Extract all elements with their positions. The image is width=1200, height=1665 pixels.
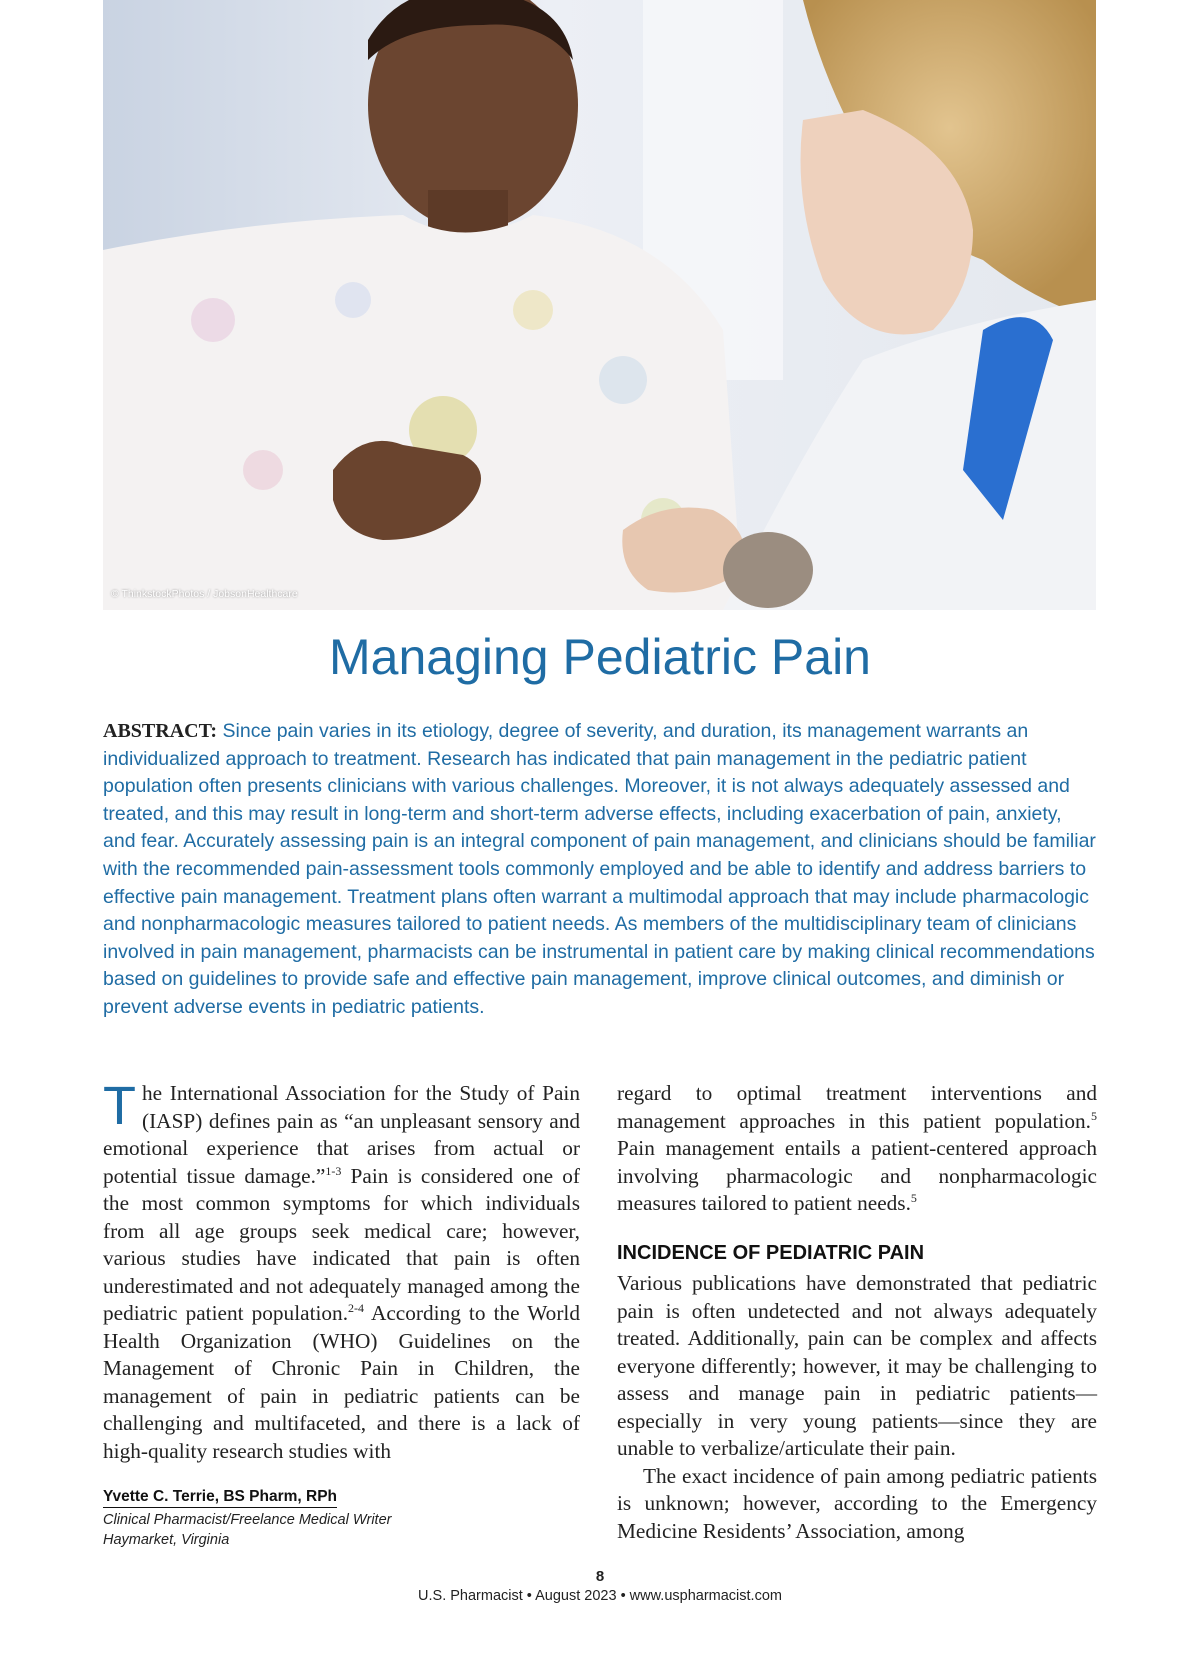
page-number: 8 xyxy=(595,1568,605,1585)
author-role: Clinical Pharmacist/Freelance Medical Writer xyxy=(103,1512,392,1528)
body-paragraph xyxy=(103,1076,580,1465)
hero-photo xyxy=(103,0,1096,610)
author-block xyxy=(103,1488,391,1548)
photo-credit: © ThinkstockPhotos / JobsonHealthcare xyxy=(111,588,298,600)
reference-superscript: 5 xyxy=(1091,1108,1097,1123)
page-footer xyxy=(0,1568,1200,1604)
author-name: Yvette C. Terrie, BS Pharm, RPh xyxy=(103,1488,337,1508)
abstract xyxy=(103,718,1098,1022)
body-paragraph xyxy=(617,1080,1097,1218)
section-heading: INCIDENCE OF PEDIATRIC PAIN xyxy=(617,1241,925,1264)
author-location: Haymarket, Virginia xyxy=(103,1532,230,1548)
body-text: regard to optimal treatment interventions and management approaches in this patient population. xyxy=(617,1081,1097,1133)
drop-cap: T xyxy=(103,1076,136,1136)
body-text: Pain is considered one of the most common symptoms for which individuals from all age groups seek medical care; however, various studies have indicated that pain is often underestimated and not adequately managed among the pediatric patient population. xyxy=(103,1163,580,1325)
reference-superscript: 1-3 xyxy=(325,1163,342,1178)
body-text: he International Association for the Study of Pain (IASP) defines pain as “an unpleasant sensory and emotional experience that arises from actual or potential tissue damage.” xyxy=(103,1081,580,1188)
body-text: Pain management entails a patient-centered approach involving pharmacologic and nonpharmacologic measures tailored to patient needs. xyxy=(617,1136,1097,1215)
reference-superscript: 2-4 xyxy=(348,1300,365,1315)
abstract-text: Since pain varies in its etiology, degree of severity, and duration, its management warrants an individualized approach to treatment. Research has indicated that pain management in the pediatric patient population often presents clinicians with various challenges. Moreover, it is not always adequately assessed and treated, and this may result in long-term and short-term adverse effects, including exacerbation of pain, anxiety, and fear. Accurately assessing pain is an integral component of pain management, and clinicians should be familiar with the recommended pain-assessment tools commonly employed and be able to identify and address barriers to effective pain management. Treatment plans often warrant a multimodal approach that may include pharmacologic and nonpharmacologic measures tailored to patient needs. As members of the multidisciplinary team of clinicians involved in pain management, pharmacists can be instrumental in patient care by making clinical recommendations based on guidelines to provide safe and effective pain management, improve clinical outcomes, and diminish or prevent adverse events in pediatric patients. xyxy=(103,720,1096,1018)
reference-superscript: 5 xyxy=(910,1190,917,1205)
body-text: According to the World Health Organization (WHO) Guidelines on the Management of Chronic Pain in Children, the management of pain in pediatric patients can be challenging and multifaceted, and there is a lack of high-quality research studies with xyxy=(103,1301,580,1463)
body-paragraph: The exact incidence of pain among pediatric patients is unknown; however, according to the Emergency Medicine Residents’ Association, among xyxy=(617,1463,1097,1543)
article-title: Managing Pediatric Pain xyxy=(329,629,871,685)
body-paragraph: Various publications have demonstrated that pediatric pain is often undetected and not always adequately treated. Additionally, pain can be complex and affects everyone differently; however, it may be challenging to assess and manage pain in pediatric patients—especially in very young patients—since they are unable to verbalize/articulate their pain. xyxy=(617,1271,1097,1460)
body-column-right xyxy=(617,1080,1097,1545)
body-column-left xyxy=(103,1076,580,1465)
publication-line: U.S. Pharmacist • August 2023 • www.uspharmacist.com xyxy=(418,1588,782,1604)
abstract-label: ABSTRACT: xyxy=(103,720,218,742)
photo-boy-with-doctor-icon xyxy=(103,0,1096,610)
